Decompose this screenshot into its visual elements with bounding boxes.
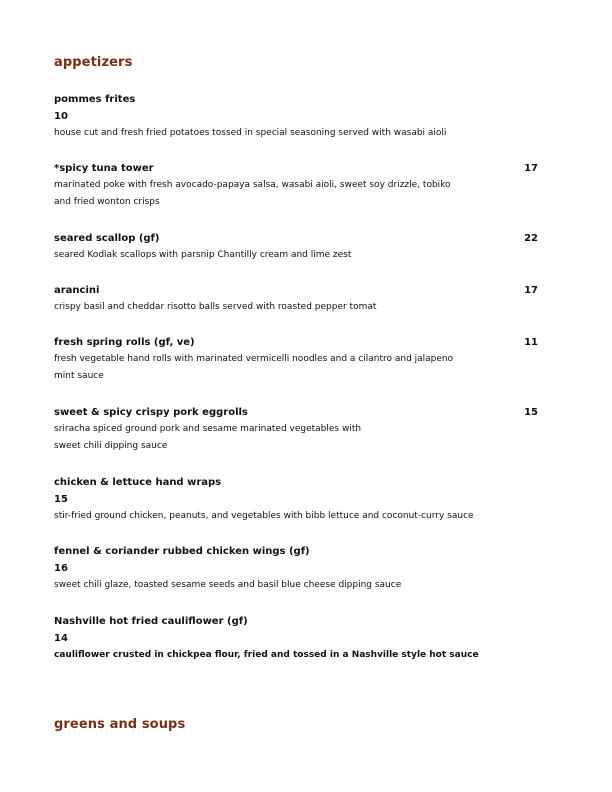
item-name: arancini <box>54 285 100 296</box>
section-heading-appetizers: appetizers <box>54 55 133 70</box>
item-description: sriracha spiced ground pork and sesame marinated vegetables with <box>54 424 362 434</box>
menu-item-pork-eggrolls <box>54 404 538 455</box>
item-price: 17 <box>524 163 538 174</box>
item-price: 16 <box>54 563 68 574</box>
item-name: pommes frites <box>54 94 136 105</box>
item-name: sweet & spicy crispy pork eggrolls <box>54 407 248 418</box>
menu-item-pommes-frites <box>54 91 538 142</box>
item-price: 15 <box>524 407 538 418</box>
menu-item-seared-scallop <box>54 230 538 264</box>
item-description: fresh vegetable hand rolls with marinated vermicelli noodles and a cilantro and jalapeno <box>54 354 454 364</box>
item-price: 14 <box>54 633 68 644</box>
item-description: house cut and fresh fried potatoes tossed in special seasoning served with wasabi aioli <box>54 128 447 138</box>
item-description: marinated poke with fresh avocado-papaya salsa, wasabi aioli, sweet soy drizzle, tobiko <box>54 180 451 190</box>
item-description: seared Kodiak scallops with parsnip Chantilly cream and lime zest <box>54 250 352 260</box>
item-name: chicken & lettuce hand wraps <box>54 477 222 488</box>
item-price: 10 <box>54 111 68 122</box>
item-description: and fried wonton crisps <box>54 197 160 207</box>
menu-item-nashville-cauliflower <box>54 613 538 664</box>
menu-item-spicy-tuna-tower <box>54 160 538 211</box>
item-name: fennel & coriander rubbed chicken wings (gf) <box>54 546 310 557</box>
item-price: 11 <box>524 337 538 348</box>
item-description: cauliflower crusted in chickpea flour, fried and tossed in a Nashville style hot sauce <box>54 650 479 660</box>
menu-item-chicken-lettuce-wraps <box>54 474 538 525</box>
menu-item-fresh-spring-rolls <box>54 334 538 385</box>
item-name: fresh spring rolls (gf, ve) <box>54 337 195 348</box>
item-price: 15 <box>54 494 68 505</box>
item-name: *spicy tuna tower <box>54 163 154 174</box>
menu-item-arancini <box>54 282 538 316</box>
item-description: stir-fried ground chicken, peanuts, and vegetables with bibb lettuce and coconut-curry sauce <box>54 511 474 521</box>
item-price: 22 <box>524 233 538 244</box>
item-name: Nashville hot fried cauliflower (gf) <box>54 616 248 627</box>
item-description: mint sauce <box>54 371 104 381</box>
section-heading-greens-and-soups: greens and soups <box>54 717 186 732</box>
item-description: sweet chili dipping sauce <box>54 441 168 451</box>
item-description: crispy basil and cheddar risotto balls served with roasted pepper tomat <box>54 302 377 312</box>
item-price: 17 <box>524 285 538 296</box>
item-description: sweet chili glaze, toasted sesame seeds and basil blue cheese dipping sauce <box>54 580 402 590</box>
item-name: seared scallop (gf) <box>54 233 160 244</box>
menu-item-chicken-wings <box>54 543 538 594</box>
